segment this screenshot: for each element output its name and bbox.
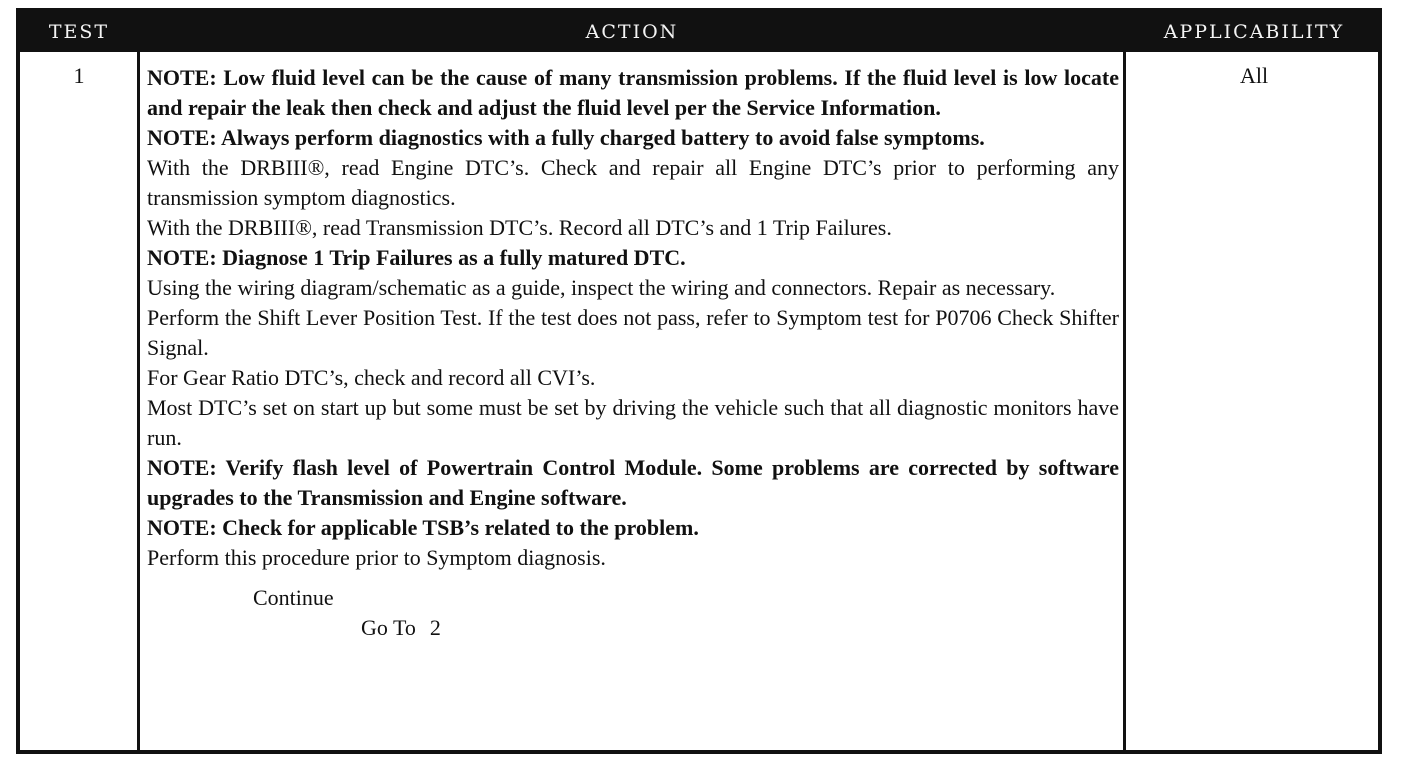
column-divider — [137, 52, 140, 750]
action-paragraph: With the DRBIII®, read Engine DTC’s. Check and repair all Engine DTC’s prior to performing any transmission symptom diagnostics. — [147, 155, 1119, 210]
header-test: TEST — [48, 21, 110, 43]
goto-instruction — [147, 613, 1119, 643]
continue-label: Continue — [253, 585, 334, 610]
goto-target: 2 — [429, 615, 441, 640]
action-paragraph: Using the wiring diagram/schematic as a guide, inspect the wiring and connectors. Repair as necessary. — [147, 275, 1056, 300]
action-paragraph: NOTE: Diagnose 1 Trip Failures as a fully matured DTC. — [147, 245, 686, 270]
header-action: ACTION — [585, 21, 679, 43]
diagnostic-table — [16, 8, 1382, 754]
action-paragraph: Most DTC’s set on start up but some must be set by driving the vehicle such that all diagnostic monitors have run. — [147, 395, 1119, 450]
action-paragraph: NOTE: Low fluid level can be the cause of many transmission problems. If the fluid level is low locate and repair the leak then check and adjust the fluid level per the Service Information. — [147, 65, 1119, 120]
action-paragraph: NOTE: Always perform diagnostics with a fully charged battery to avoid false symptoms. — [147, 125, 985, 150]
applicability-value: All — [1239, 63, 1269, 88]
action-paragraph: NOTE: Check for applicable TSB’s related to the problem. — [147, 515, 699, 540]
column-divider — [1123, 52, 1126, 750]
table-header — [20, 12, 1378, 52]
action-paragraph: Perform the Shift Lever Position Test. If the test does not pass, refer to Symptom test for P0706 Check Shifter Signal. — [147, 305, 1119, 360]
action-cell — [147, 63, 1119, 643]
action-paragraph: For Gear Ratio DTC’s, check and record all CVI’s. — [147, 365, 596, 390]
action-paragraph: Perform this procedure prior to Symptom diagnosis. — [147, 545, 606, 570]
action-paragraph: NOTE: Verify flash level of Powertrain Control Module. Some problems are corrected by software upgrades to the Transmission and Engine software. — [147, 455, 1119, 510]
goto-label: Go To — [361, 615, 416, 640]
action-paragraph: With the DRBIII®, read Transmission DTC’s. Record all DTC’s and 1 Trip Failures. — [147, 215, 892, 240]
header-applicability: APPLICABILITY — [1163, 21, 1345, 43]
test-number: 1 — [73, 63, 85, 88]
